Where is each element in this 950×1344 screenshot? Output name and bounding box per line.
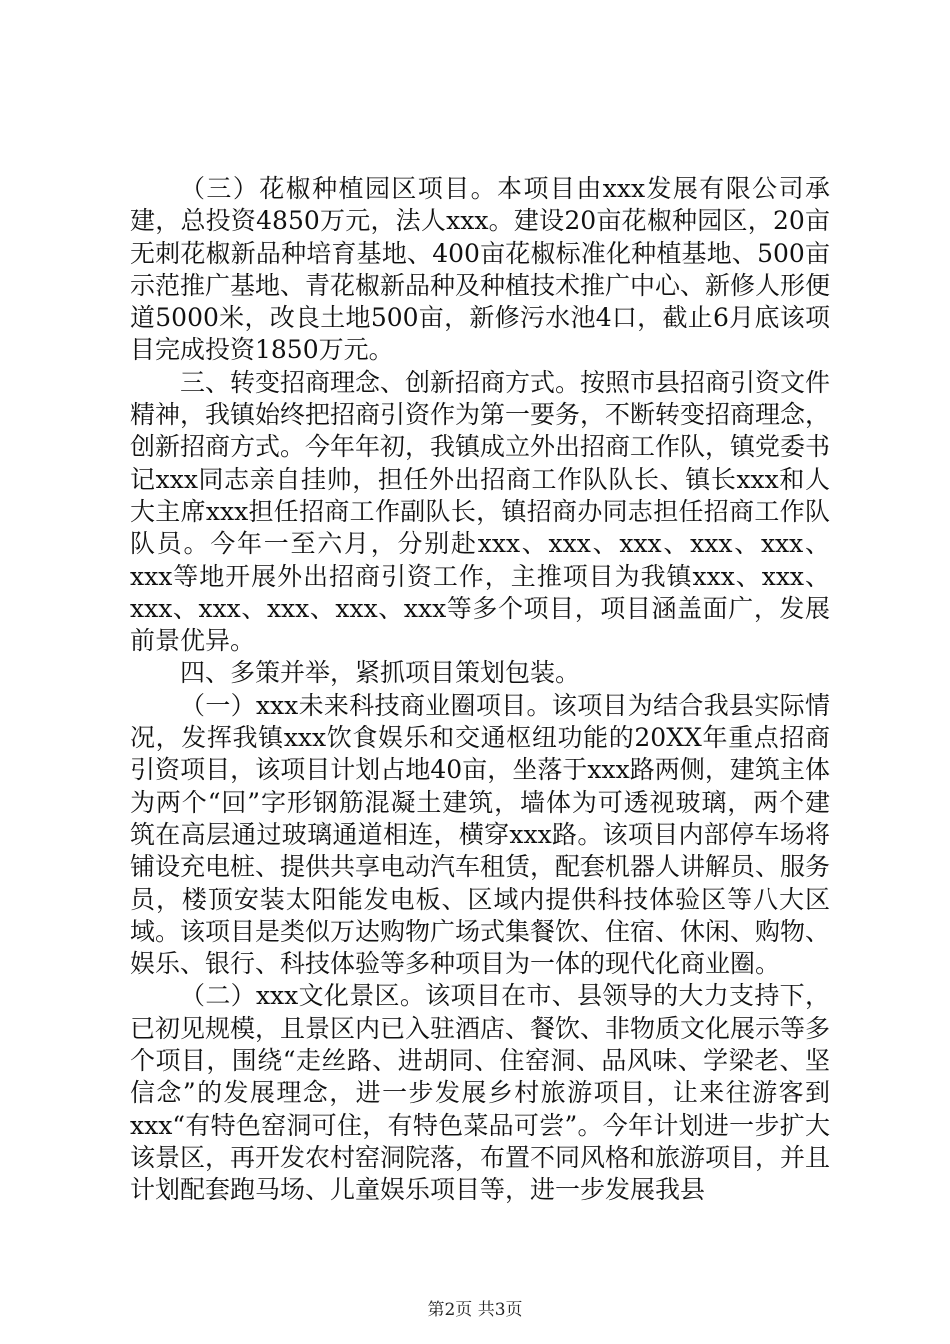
paragraph-tech-business-circle: （一）xxx未来科技商业圈项目。该项目为结合我县实际情况，发挥我镇xxx饮食娱乐和交通枢纽功能的20XX年重点招商引资项目，该项目计划占地40亩，坐落于xxx路两侧，建筑主体为两个“回”字形钢筋混凝土建筑，墙体为可透视玻璃，两个建筑在高层通过玻璃通道相连，横穿xxx路。该项目内部停车场将铺设充电桩、提供共享电动汽车租赁，配套机器人讲解员、服务员，楼顶安装太阳能发电板、区域内提供科技体验区等八大区域。该项目是类似万达购物广场式集餐饮、住宿、休闲、购物、娱乐、银行、科技体验等多种项目为一体的现代化商业圈。	[130, 690, 831, 979]
page-footer: 第2页 共3页	[427, 1300, 523, 1320]
paragraph-cultural-scenic-area: （二）xxx文化景区。该项目在市、县领导的大力支持下，已初见规模，且景区内已入驻酒店、餐饮、非物质文化展示等多个项目，围绕“走丝路、进胡同、住窑洞、品风味、学梁老、坚信念”的发展理念，进一步发展乡村旅游项目，让来往游客到xxx“有特色窑洞可住，有特色菜品可尝”。今年计划进一步扩大该景区，再开发农村窑洞院落，布置不同风格和旅游项目，并且计划配套跑马场、儿童娱乐项目等，进一步发展我县	[130, 981, 831, 1205]
paragraph-project-planning-heading: 四、多策并举，紧抓项目策划包装。	[180, 658, 581, 688]
document-body	[130, 173, 830, 1207]
paragraph-pepper-park: （三）花椒种植园区项目。本项目由xxx发展有限公司承建，总投资4850万元，法人xxx。建设20亩花椒种园区，20亩无刺花椒新品种培育基地、400亩花椒标准化种植基地、500亩示范推广基地、青花椒新品种及种植技术推广中心、新修人形便道5000米，改良土地500亩，新修污水池4口，截止6月底该项目完成投资1850万元。	[130, 174, 831, 365]
paragraph-investment-approach: 三、转变招商理念、创新招商方式。按照市县招商引资文件精神，我镇始终把招商引资作为第一要务，不断转变招商理念，创新招商方式。今年年初，我镇成立外出招商工作队，镇党委书记xxx同志亲自挂帅，担任外出招商工作队队长、镇长xxx和人大主席xxx担任招商工作副队长，镇招商办同志担任招商工作队队员。今年一至六月，分别赴xxx、xxx、xxx、xxx、xxx、xxx等地开展外出招商引资工作，主推项目为我镇xxx、xxx、xxx、xxx、xxx、xxx、xxx等多个项目，项目涵盖面广，发展前景优异。	[130, 367, 831, 656]
